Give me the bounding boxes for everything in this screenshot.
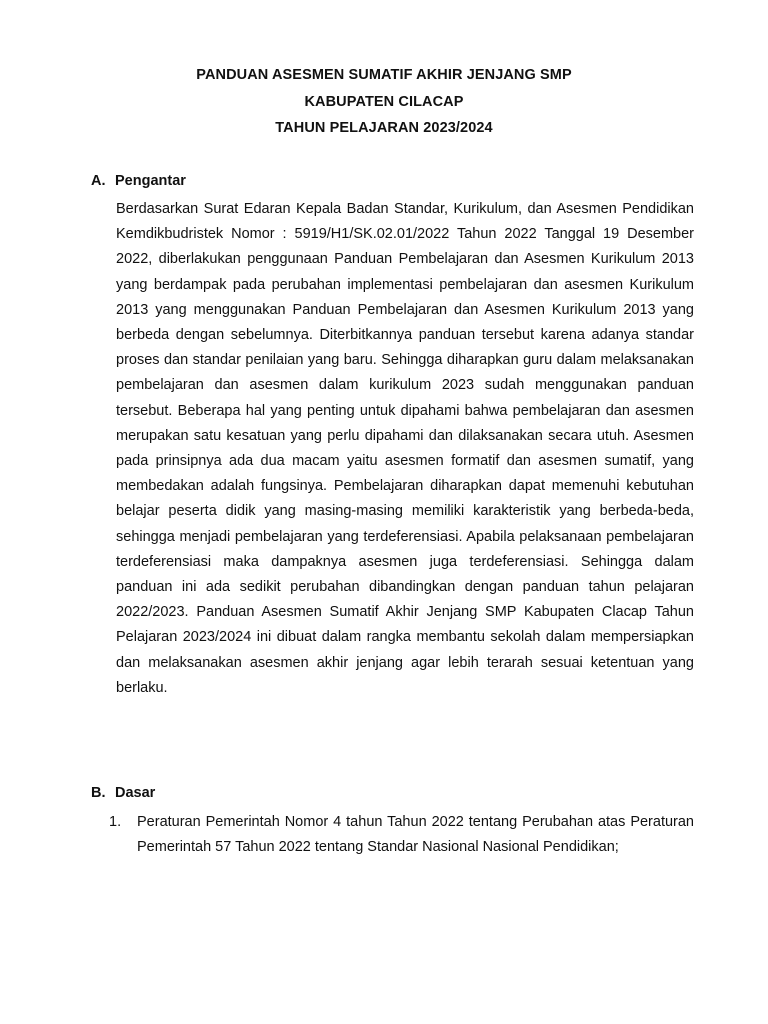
list-item: [109, 810, 694, 860]
section-a-heading: [91, 173, 186, 189]
document-title-line-3: TAHUN PELAJARAN 2023/2024: [275, 120, 493, 136]
section-b-list: [109, 810, 694, 860]
section-a-paragraph: Berdasarkan Surat Edaran Kepala Badan Standar, Kurikulum, dan Asesmen Pendidikan Kemdikbudristek Nomor : 5919/H1/SK.02.01/2022 Tahun 2022 Tanggal 19 Desember 2022, diberlakukan penggunaan Panduan Pembelajaran dan Asesmen Kurikulum 2013 yang berdampak pada perubahan implementasi pembelajaran dan asesmen Kurikulum 2013 yang menggunakan Panduan Pembelajaran dan Asesmen Kurikulum 2013 yang berbeda dengan sebelumnya. Diterbitkannya panduan tersebut karena adanya standar proses dan standar penilaian yang baru. Sehingga diharapkan guru dalam melaksanakan pembelajaran dan asesmen dalam kurikulum 2023 sudah menggunakan panduan tersebut. Beberapa hal yang penting untuk dipahami bahwa pembelajaran dan asesmen merupakan satu kesatuan yang perlu dipahami dan dilaksanakan secara utuh. Asesmen pada prinsipnya ada dua macam yaitu asesmen formatif dan asesmen sumatif, yang membedakan adalah fungsinya. Pembelajaran diharapkan dapat memenuhi kebutuhan belajar peserta didik yang masing-masing memiliki karakteristik yang berbeda-beda, sehingga menjadi pembelajaran yang terdeferensiasi. Apabila pelaksanaan pembelajaran terdeferensiasi maka dampaknya asesmen juga terdeferensiasi. Sehingga dalam panduan ini ada sedikit perubahan dibandingkan dengan panduan tahun pelajaran 2022/2023. Panduan Asesmen Sumatif Akhir Jenjang SMP Kabupaten Clacap Tahun Pelajaran 2023/2024 ini dibuat dalam rangka membantu sekolah dalam mempersiapkan dan melaksanakan asesmen akhir jenjang agar lebih terarah sesuai ketentuan yang berlaku.: [116, 201, 694, 696]
list-item-number: 1.: [109, 814, 122, 830]
document-title-line-1: PANDUAN ASESMEN SUMATIF AKHIR JENJANG SMP: [196, 67, 572, 83]
document-title-line-2: KABUPATEN CILACAP: [304, 94, 464, 110]
list-item-text: Peraturan Pemerintah Nomor 4 tahun Tahun 2022 tentang Perubahan atas Peraturan Pemerintah 57 Tahun 2022 tentang Standar Nasional Nasional Pendidikan;: [137, 814, 694, 856]
section-a-letter: A.: [91, 173, 106, 189]
section-b-title: Dasar: [115, 785, 156, 801]
section-b-heading: [91, 785, 155, 801]
section-b-letter: B.: [91, 785, 106, 801]
section-a-title: Pengantar: [115, 173, 186, 189]
